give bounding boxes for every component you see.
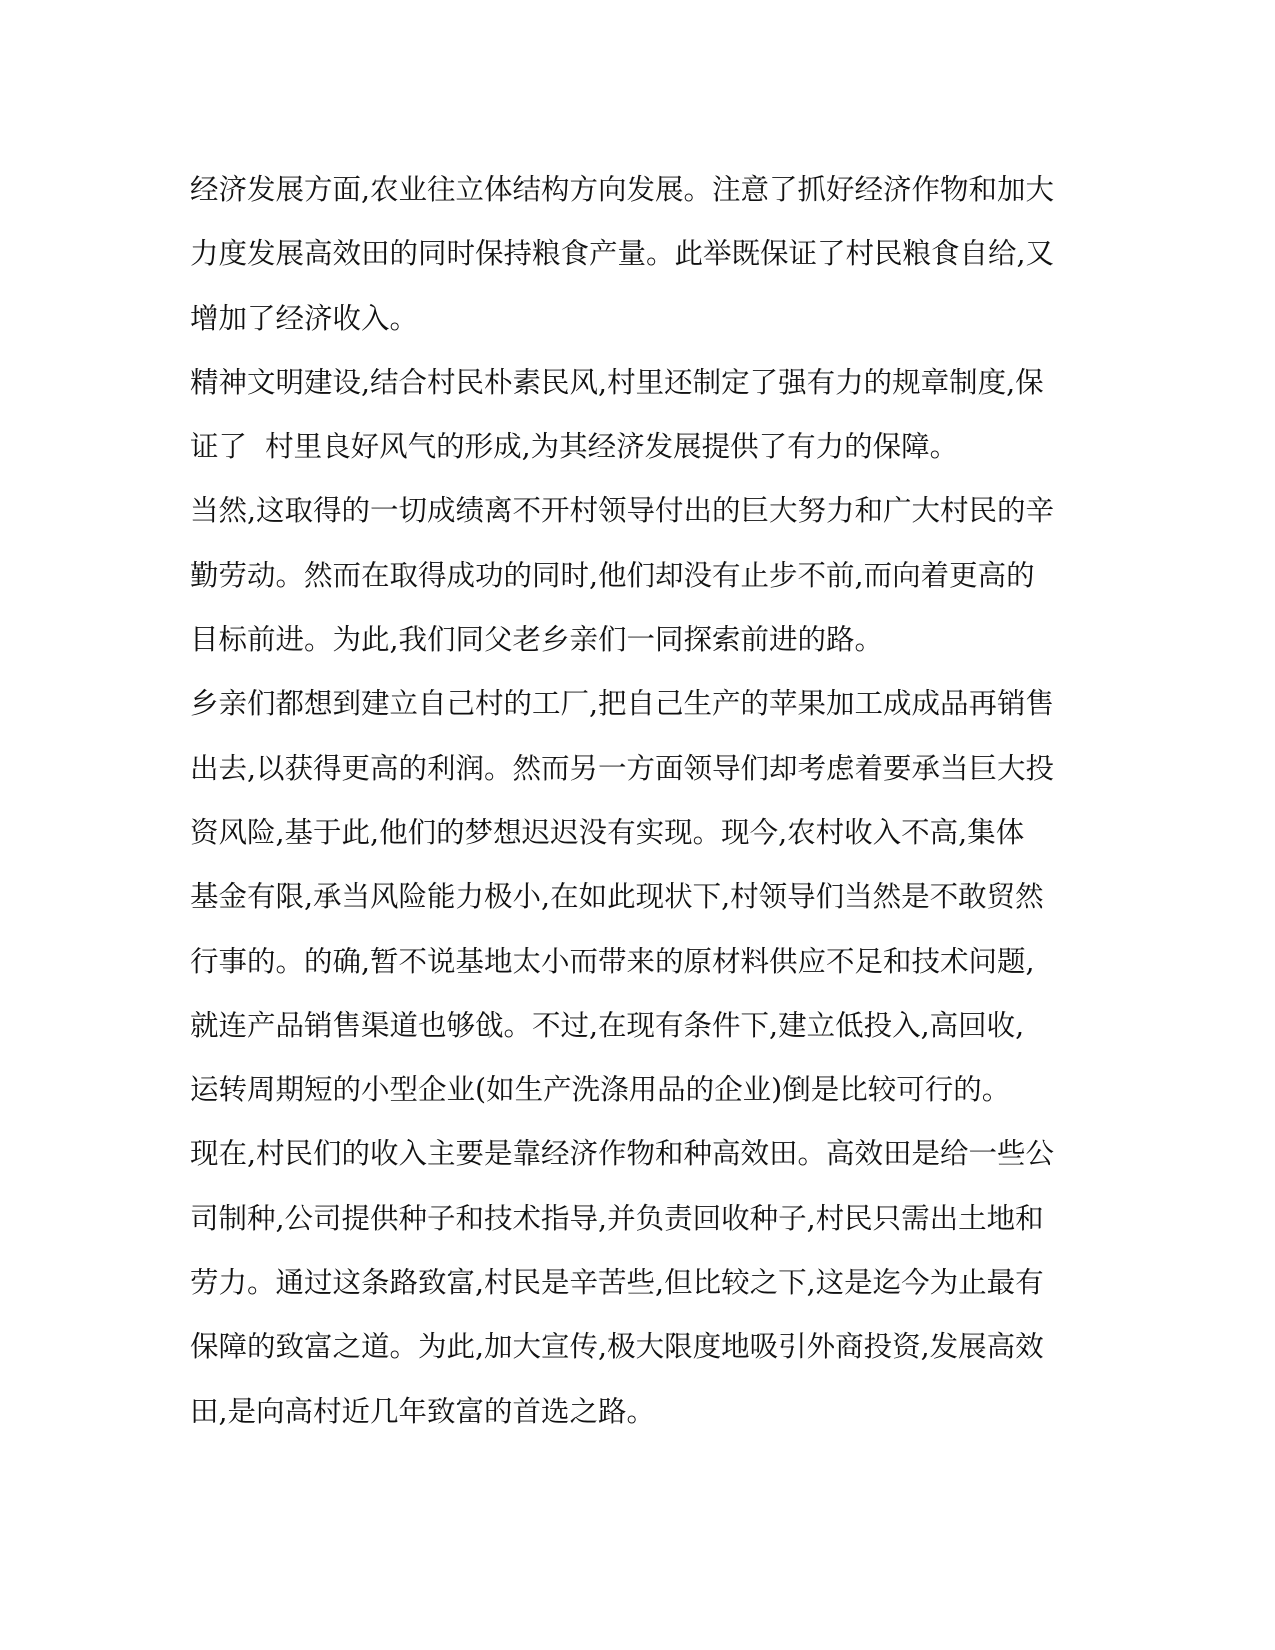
text-line: 资风险,基于此,他们的梦想迟迟没有实现。现今,农村收入不高,集体	[190, 815, 1025, 849]
text-line: 行事的。的确,暂不说基地太小而带来的原材料供应不足和技术问题,	[190, 944, 1035, 978]
text-line: 田,是向高村近几年致富的首选之路。	[190, 1394, 656, 1428]
text-line: 目标前进。为此,我们同父老乡亲们一同探索前进的路。	[190, 623, 884, 657]
text-line: 经济发展方面,农业往立体结构方向发展。注意了抓好经济作物和加大	[190, 173, 1055, 206]
text-line: 就连产品销售渠道也够戗。不过,在现有条件下,建立低投入,高回收,	[190, 1008, 1025, 1042]
text-line: 运转周期短的小型企业(如生产洗涤用品的企业)倒是比较可行的。	[190, 1073, 1011, 1107]
document-body	[190, 158, 1090, 1444]
text-line: 基金有限,承当风险能力极小,在如此现状下,村领导们当然是不敢贸然	[190, 880, 1044, 914]
text-line: 精神文明建设,结合村民朴素民风,村里还制定了强有力的规章制度,保	[190, 365, 1044, 399]
text-line: 乡亲们都想到建立自己村的工厂,把自己生产的苹果加工成成品再销售	[190, 687, 1055, 721]
text-line: 勤劳动。然而在取得成功的同时,他们却没有止步不前,而向着更高的	[190, 558, 1035, 592]
text-line: 现在,村民们的收入主要是靠经济作物和种高效田。高效田是给一些公	[190, 1137, 1055, 1171]
text-line: 力度发展高效田的同时保持粮食产量。此举既保证了村民粮食自给,又	[190, 237, 1055, 271]
text-line: 当然,这取得的一切成绩离不开村领导付出的巨大努力和广大村民的辛	[190, 494, 1055, 528]
text-line: 保障的致富之道。为此,加大宣传,极大限度地吸引外商投资,发展高效	[190, 1330, 1044, 1364]
text-line: 出去,以获得更高的利润。然而另一方面领导们却考虑着要承当巨大投	[190, 751, 1055, 785]
text-line: 增加了经济收入。	[190, 301, 419, 335]
text-line: 司制种,公司提供种子和技术指导,并负责回收种子,村民只需出土地和	[190, 1201, 1044, 1235]
text-line: 劳力。通过这条路致富,村民是辛苦些,但比较之下,这是迄今为止最有	[190, 1266, 1044, 1300]
text-line: 证了 村里良好风气的形成,为其经济发展提供了有力的保障。	[190, 430, 959, 464]
